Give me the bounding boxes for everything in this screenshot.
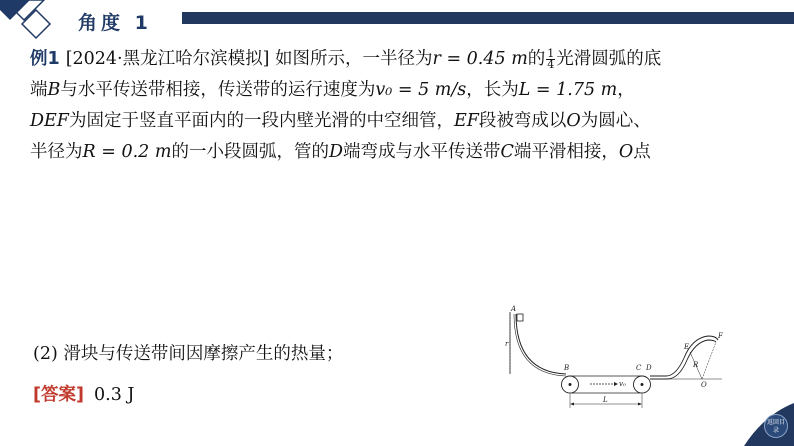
problem-line-2 [30,75,780,106]
label-F: F [718,332,723,340]
math-O: O [566,111,581,131]
text-segment: 端弯成与水平传送带 [342,142,501,162]
text-segment: 段被弯成以 [478,111,567,131]
problem-text [30,44,780,168]
label-r: r [505,340,509,348]
text-segment: 为圆心、 [580,111,651,131]
text-segment: 点 [633,142,651,162]
math-C: C [500,142,514,162]
math-R: R = 0.2 m [82,142,172,162]
header-decoration-icon [0,0,70,40]
quarter-arc-inner [514,314,566,376]
math-velocity: v₀ = 5 m/s [375,80,467,100]
label-v0: v₀ [619,380,626,388]
math-DEF: DEF [30,111,69,131]
fraction-denominator: 4 [547,58,555,71]
label-B: B [564,364,570,372]
math-radius: r = 0.45 m [432,49,528,69]
dim-arrow-right [638,403,642,406]
label-C: C [636,364,642,372]
math-O: O [618,142,634,162]
math-B: B [47,80,61,100]
text-segment: 的 [527,49,546,69]
physics-diagram [490,300,730,420]
back-to-contents-button[interactable]: 返回目录 [764,414,788,438]
header [0,0,794,40]
title-bar [182,12,794,24]
text-segment: 端 [30,80,48,100]
slider-block [517,314,523,321]
text-segment: [2024·黑龙江哈尔滨模拟] 如图所示，一半径为 [65,49,433,69]
label-A: A [511,305,517,313]
text-segment: 半径为 [30,142,83,162]
fraction-numerator: 1 [547,47,555,60]
question-text: (2) 滑块与传送带间因摩擦产生的热量； [33,344,344,364]
velocity-arrowhead [614,382,618,386]
label-O: O [701,381,707,389]
text-segment: 端平滑相接， [513,142,619,162]
text-segment: 光滑圆弧的底 [556,49,662,69]
problem-line-1 [30,44,780,75]
problem-line-3 [30,106,780,137]
math-EF: EF [453,111,479,131]
page-title: 角度 1 [78,12,152,34]
pulley-right-axle [641,383,644,386]
label-D: D [646,364,652,372]
text-segment: ，长为 [466,80,519,100]
quarter-arc [516,314,566,374]
answer-value: 0.3 J [94,385,135,405]
example-label: 例1 [30,49,60,69]
text-segment: 的一小段圆弧，管的 [171,142,329,162]
answer-tag: [答案] [33,385,84,405]
label-R: R [693,361,699,369]
math-length: L = 1.75 m [518,80,618,100]
radius-F-line [702,342,716,379]
text-segment: ， [617,80,635,100]
label-L: L [603,396,608,404]
pulley-left-axle [569,383,572,386]
answer-row [33,381,134,406]
dim-arrow-left [570,403,574,406]
math-D: D [328,142,343,162]
text-segment: 为固定于竖直平面内的一段内壁光滑的中空细管， [68,111,454,131]
problem-line-4 [30,137,780,168]
pipe-outer [650,336,718,376]
fraction-quarter [546,49,555,70]
label-E: E [684,343,690,351]
text-segment: 与水平传送带相接，传送带的运行速度为 [60,80,376,100]
